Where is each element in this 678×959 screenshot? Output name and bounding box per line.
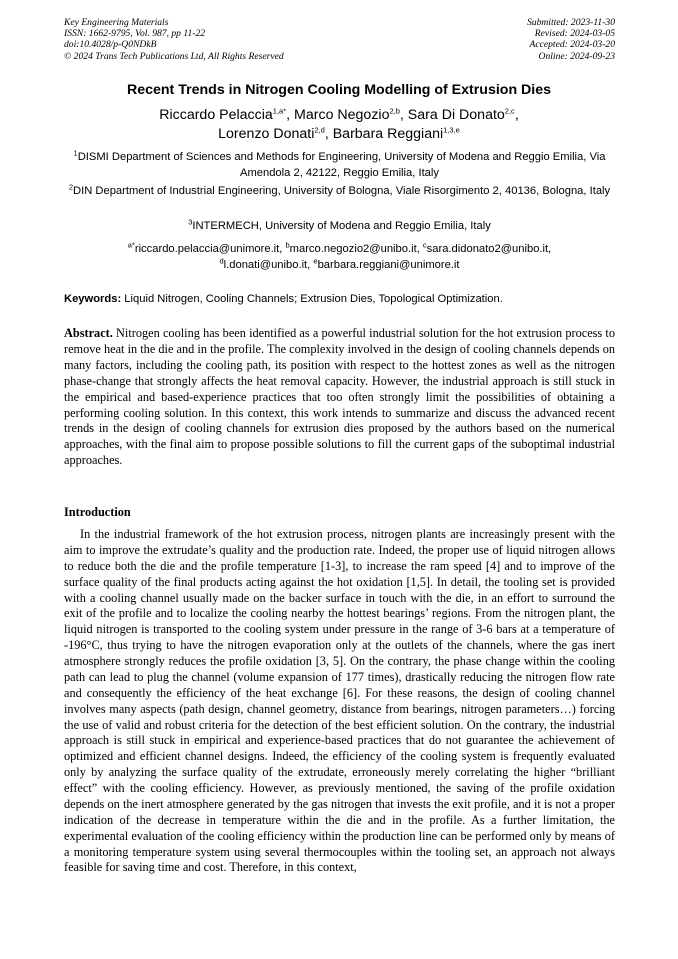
keywords-text: Liquid Nitrogen, Cooling Channels; Extrusion Dies, Topological Optimization. bbox=[121, 293, 503, 305]
affiliation-2: $^2$DIN Department of Industrial Engineering, University of Bologna, Viale Risorgimento 2, 40136, Bologna, Italy bbox=[68, 182, 611, 197]
keywords bbox=[64, 292, 615, 306]
author: Riccardo Pelaccia$^{1,a*}$, bbox=[159, 106, 295, 123]
journal-name: Key Engineering Materials bbox=[64, 17, 169, 28]
keywords-label: Keywords: bbox=[64, 293, 122, 305]
abstract-label: Abstract. bbox=[64, 326, 113, 340]
accepted-date: Accepted: 2024-03-20 bbox=[529, 39, 615, 51]
email-link[interactable]: $^{a*}$riccardo.pelaccia@unimore.it, bbox=[127, 240, 286, 255]
journal-copyright: © 2024 Trans Tech Publications Ltd, All Rights Reserved bbox=[64, 50, 284, 62]
author: Sara Di Donato$^{2,c}$, bbox=[407, 106, 519, 123]
email-link[interactable]: $^c$sara.didonato2@unibo.it, bbox=[422, 240, 552, 255]
revised-date: Revised: 2024-03-05 bbox=[534, 28, 615, 40]
email-link[interactable]: $^e$barbara.reggiani@unimore.it bbox=[313, 255, 460, 271]
affiliation-3: $^3$INTERMECH, University of Modena and Reggio Emilia, Italy bbox=[188, 217, 491, 232]
email-link[interactable]: $^d$l.donati@unibo.it, bbox=[219, 255, 314, 271]
section-heading-introduction: Introduction bbox=[64, 505, 131, 519]
online-date: Online: 2024-09-23 bbox=[538, 50, 615, 62]
abstract bbox=[64, 326, 615, 469]
paper-title: Recent Trends in Nitrogen Cooling Modelling of Extrusion Dies bbox=[126, 82, 552, 98]
journal-info bbox=[64, 17, 284, 62]
journal-doi: doi:10.4028/p-Q0NDkB bbox=[64, 39, 157, 51]
author: Barbara Reggiani$^{1,3,e}$ bbox=[332, 125, 460, 142]
email-link[interactable]: $^b$marco.negozio2@unibo.it, bbox=[285, 240, 423, 255]
abstract-text: Nitrogen cooling has been identified as a powerful industrial solution for the hot extrusion process to remove heat in the die and in the profile. The complexity involved in the design of cooling channels depends on many factors, including the cooling path, its position with respect to the hottest zones as well as the nitrogen phase-change that strongly affects the heat removal capacity. However, the industrial approach is still stuck in the empirical and based-experience practices that too often strongly limit the possibilities of obtaining a performing cooling solution. In this context, this work intends to summarize and discuss the advanced recent trends in the design of cooling channels for extrusion dies proposed by the authors based on the numerical approaches, with the final aim to propose possible solutions to fill the current gaps of the suboptimal industrial approaches. bbox=[64, 326, 615, 468]
journal-issn: ISSN: 1662-9795, Vol. 987, pp 11-22 bbox=[64, 28, 206, 40]
introduction-paragraph: In the industrial framework of the hot extrusion process, nitrogen plants are increasingly present with the aim to improve the extrudate’s quality and the production rate. Indeed, the proper use of liquid nitrogen allows to reduce both the die and the profile temperature [1-3], to increase the ram speed [4] and to improve of the surface quality of the final products acting against the hot oxidation [1,5]. In detail, the tooling set is provided with a cooling channel usually made on the backer surface in touch with the die, in an effort to surround the exit of the profile and to localize the cooling nearby the hottest bearings’ regions. From the nitrogen plant, the liquid nitrogen is transported to the cooling system under pressure in the range of 3-6 bars at a temperature of -196°C, thus trying to have the nitrogen evaporation only at the outlets of the channels, where the gas inert atmosphere strongly reduces the profile oxidation [3, 5]. On the contrary, the phase change within the cooling path can lead to plug the channel (volume expansion of 177 times), drastically reducing the nitrogen flow rate and consequently the efficiency of the heat exchange [6]. For these reasons, the design of cooling channel involves many aspects (path design, channel geometry, distance from bearings, nitrogen parameters…) forcing the use of valid and robust criteria for the detection of the best efficient solution. On the contrary, the industrial approach is still stuck in empirical and experience-based practices that do not guarantee the achievement of optimized and efficient channel designs. Indeed, the efficiency of the cooling system is frequently evaluated only by analyzing the surface quality of the extrudate, erroneously merely correlating the higher “brilliant effect” with the cooling efficiency. However, as previously mentioned, the saving of the profile oxidation depends on the inert atmosphere generated by the gas nitrogen that invests the exit profile, and it is not a proper indication of the decrease in temperature within the die and in the profile. As a further limitation, the experimental evaluation of the cooling efficiency within the production line can be performed only by means of a monitoring temperature system using several thermocouples within the tooling set, an approach not always feasible for saving time and cost. Therefore, in this context, bbox=[64, 527, 615, 875]
submitted-date: Submitted: 2023-11-30 bbox=[526, 17, 615, 28]
author: Marco Negozio$^{2,b}$, bbox=[294, 106, 408, 123]
publication-dates bbox=[527, 17, 615, 62]
author: Lorenzo Donati$^{2,d}$, bbox=[218, 125, 333, 142]
affiliation-1: $^1$DISMI Department of Sciences and Methods for Engineering, University of Modena and Reggio Emilia, Via Amendola 2, 42122, Reggio Emilia, Italy bbox=[73, 148, 606, 179]
author-emails bbox=[64, 242, 615, 273]
author-list bbox=[40, 106, 638, 144]
